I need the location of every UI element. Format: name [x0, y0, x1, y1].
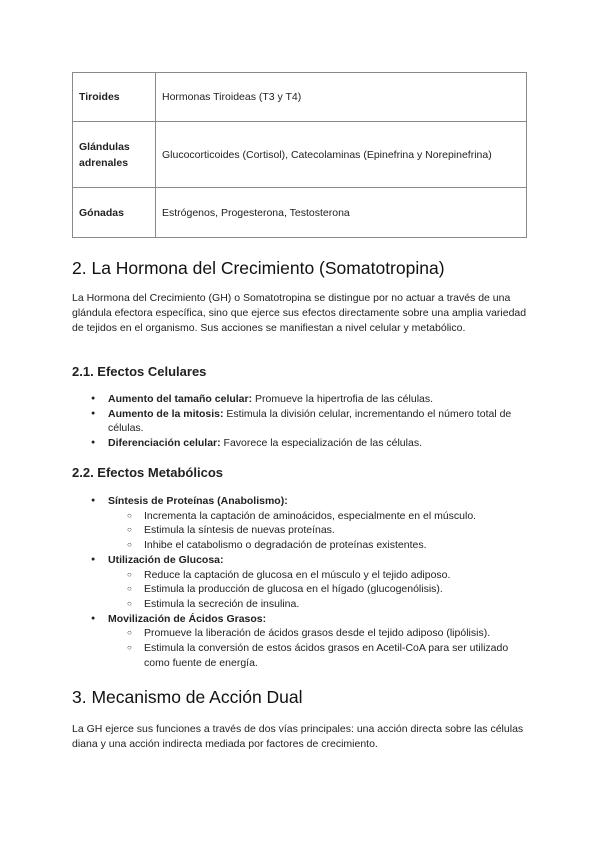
list-item-desc: Estimula la división celular, incrementando el número total de células.: [108, 407, 512, 435]
table-cell-hormones: Hormonas Tiroideas (T3 y T4): [156, 73, 527, 122]
cellular-effects-list: [72, 392, 527, 451]
list-item-term: Utilización de Glucosa:: [108, 553, 224, 566]
document-page: [72, 72, 527, 750]
sub-list-item: ○ Estimula la producción de glucosa en el hígado (glucogenólisis).: [72, 582, 527, 597]
list-item: [72, 436, 527, 451]
list-item: [72, 612, 527, 671]
list-item: [72, 392, 527, 407]
gland-hormone-table: [72, 72, 527, 238]
table-row: [73, 122, 527, 188]
list-item-term: Diferenciación celular:: [108, 437, 221, 450]
table-cell-gland: Tiroides: [73, 73, 156, 122]
sub-list: [108, 626, 527, 670]
sub-list-item: ○ Incrementa la captación de aminoácidos, especialmente en el músculo.: [72, 509, 527, 524]
table-cell-gland: Glándulas adrenales: [73, 122, 156, 188]
sub-list-item: ○ Estimula la síntesis de nuevas proteínas.: [72, 523, 527, 538]
sub-list-item: ○ Estimula la conversión de estos ácidos grasos en Acetil-CoA para ser utilizado como fuente de energía.: [72, 641, 527, 670]
metabolic-effects-list: [72, 494, 527, 670]
list-item-term: Síntesis de Proteínas (Anabolismo):: [108, 495, 288, 507]
list-item: [72, 553, 527, 612]
list-item: [72, 494, 527, 553]
table-row: [73, 188, 527, 238]
sub-list-item: ○ Estimula la secreción de insulina.: [72, 597, 527, 612]
sub-list-item: ○ Inhibe el catabolismo o degradación de proteínas existentes.: [72, 538, 527, 553]
list-item-term: Aumento de la mitosis:: [108, 407, 224, 420]
sub-list-item: ○ Promueve la liberación de ácidos grasos desde el tejido adiposo (lipólisis).: [72, 626, 527, 641]
section-2-heading: 2. La Hormona del Crecimiento (Somatotropina): [72, 258, 445, 278]
list-item-term: Movilización de Ácidos Grasos:: [108, 612, 267, 625]
table-row: [73, 73, 527, 122]
table-cell-gland: Gónadas: [73, 188, 156, 238]
section-2-intro: La Hormona del Crecimiento (GH) o Somatotropina se distingue por no actuar a través de una glándula efectora específica, sino que ejerce sus efectos directamente sobre una amplia variedad de tejidos en el organismo. Sus acciones se manifiestan a nivel celular y metabólico.: [72, 292, 527, 334]
list-item-term: Aumento del tamaño celular:: [108, 393, 253, 405]
list-item-desc: Promueve la hipertrofia de las células.: [252, 393, 434, 405]
section-3-intro: La GH ejerce sus funciones a través de dos vías principales: una acción directa sobre las células diana y una acción indirecta mediada por factores de crecimiento.: [72, 723, 524, 750]
subsection-2-1-heading: 2.1. Efectos Celulares: [72, 364, 207, 379]
section-3-heading: 3. Mecanismo de Acción Dual: [72, 687, 303, 707]
sub-list: [108, 509, 527, 553]
subsection-2-2-heading: 2.2. Efectos Metabólicos: [72, 465, 223, 480]
sub-list: [108, 568, 527, 612]
sub-list-item: ○ Reduce la captación de glucosa en el músculo y el tejido adiposo.: [72, 568, 527, 583]
list-item: [72, 407, 527, 436]
table-cell-hormones: Estrógenos, Progesterona, Testosterona: [156, 188, 527, 238]
table-cell-hormones: Glucocorticoides (Cortisol), Catecolaminas (Epinefrina y Norepinefrina): [156, 122, 527, 188]
list-item-desc: Favorece la especialización de las células.: [220, 437, 422, 450]
